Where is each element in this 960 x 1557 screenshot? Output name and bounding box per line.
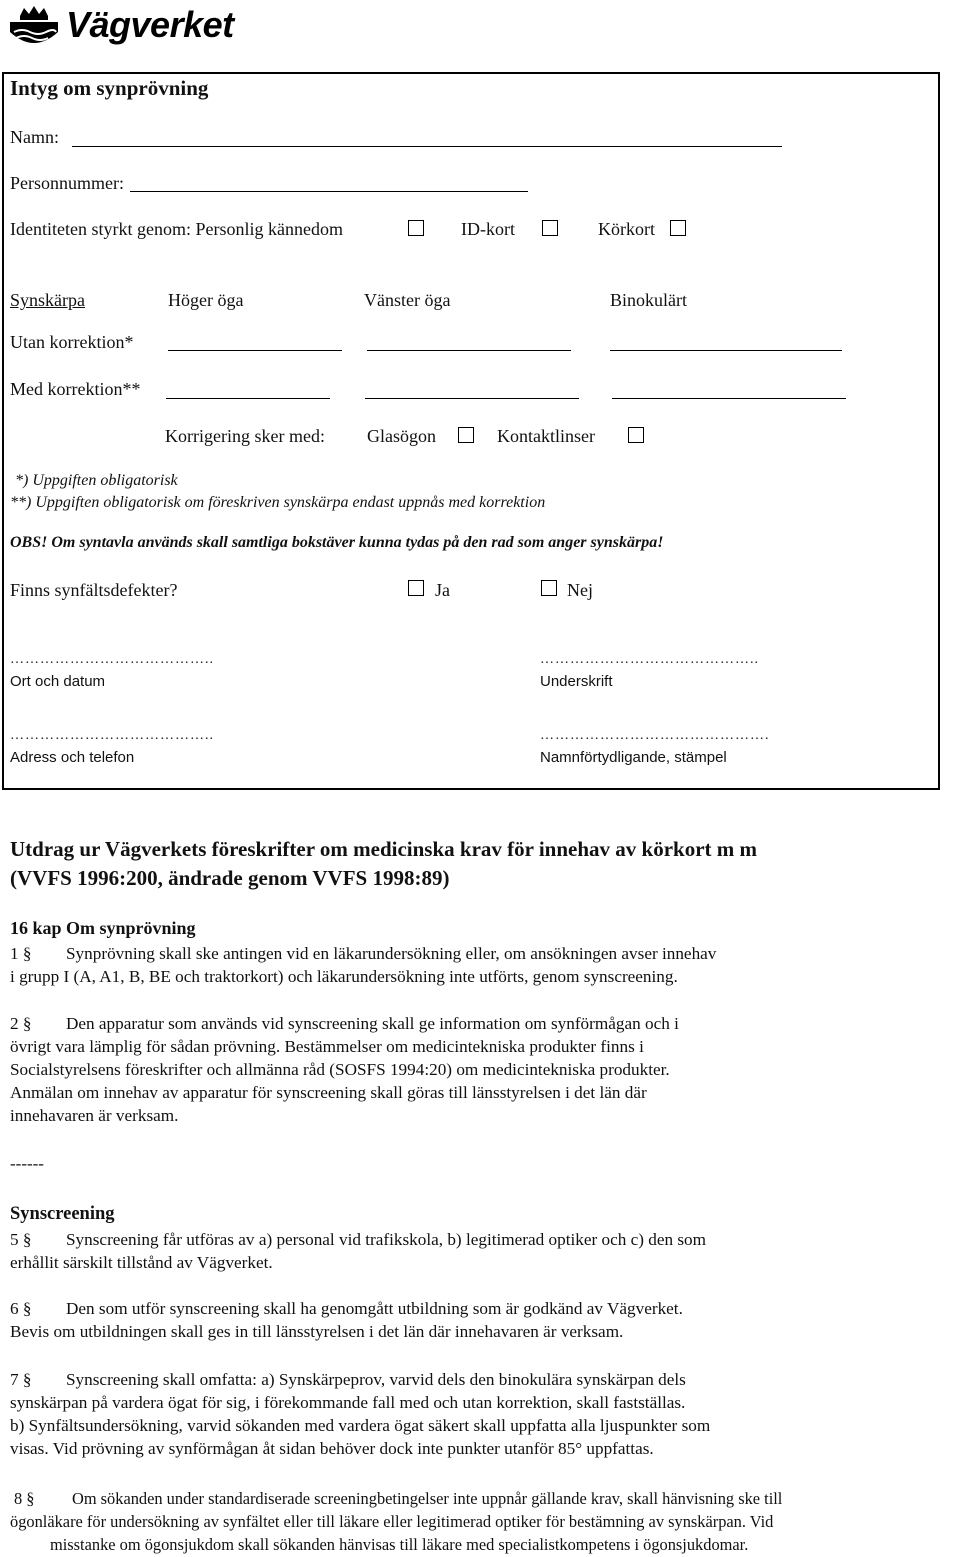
license-checkbox[interactable] bbox=[670, 220, 686, 236]
section-7 bbox=[10, 1368, 710, 1460]
section-text: Synscreening får utföras av a) personal vid trafikskola, b) legitimerad optiker och c) den som bbox=[66, 1230, 707, 1249]
name-field[interactable] bbox=[72, 146, 782, 147]
binocular-header: Binokulärt bbox=[610, 290, 687, 310]
section-text: Den som utför synscreening skall ha genomgått utbildning som är godkänd av Vägverket. bbox=[66, 1299, 683, 1318]
without-correction-label: Utan korrektion* bbox=[10, 332, 134, 352]
right-eye-header: Höger öga bbox=[168, 290, 244, 310]
with-binocular-field[interactable] bbox=[612, 398, 846, 399]
name-stamp-field[interactable]: ………………………………………. bbox=[540, 728, 770, 743]
section-text: b) Synfältsundersökning, varvid sökanden med vardera ögat säkert skall uppfatta alla ljuspunkter som bbox=[10, 1416, 711, 1435]
section-text: Synscreening skall omfatta: a) Synskärpeprov, varvid dels den binokulära synskärpan dels bbox=[66, 1370, 686, 1389]
section-text: Den apparatur som används vid synscreening skall ge information om synförmågan och i bbox=[66, 1014, 679, 1033]
screening-heading: Synscreening bbox=[10, 1204, 115, 1224]
section-8 bbox=[10, 1487, 782, 1556]
section-text: misstanke om ögonsjukdom skall sökanden hänvisas till läkare med specialistkompetens i ögonsjukdomar. bbox=[50, 1535, 749, 1554]
section-text: innehavaren är verksam. bbox=[10, 1106, 179, 1125]
no-checkbox[interactable] bbox=[541, 580, 557, 596]
section-text: erhållit särskilt tillstånd av Vägverket. bbox=[10, 1253, 273, 1272]
obs-note: OBS! Om syntavla används skall samtliga bokstäver kunna tydas på den rad som anger synskärpa! bbox=[10, 534, 664, 551]
name-label: Namn: bbox=[10, 127, 59, 147]
acuity-header: Synskärpa bbox=[10, 290, 85, 310]
with-right-field[interactable] bbox=[166, 398, 330, 399]
extract-heading-ref: (VVFS 1996:200, ändrade genom VVFS 1998:89) bbox=[10, 866, 450, 890]
id-card-checkbox[interactable] bbox=[542, 220, 558, 236]
signature-label: Underskrift bbox=[540, 673, 613, 690]
contacts-label: Kontaktlinser bbox=[497, 426, 595, 446]
id-card-label: ID-kort bbox=[461, 219, 515, 239]
section-text: Bevis om utbildningen skall ges in till länsstyrelsen i det län där innehavaren är verksam. bbox=[10, 1322, 624, 1341]
with-left-field[interactable] bbox=[365, 398, 579, 399]
without-right-field[interactable] bbox=[168, 350, 342, 351]
correction-label: Korrigering sker med: bbox=[165, 426, 325, 446]
without-left-field[interactable] bbox=[367, 350, 571, 351]
note-mandatory-correction: **) Uppgiften obligatorisk om föreskriven synskärpa endast uppnås med korrektion bbox=[10, 494, 546, 511]
separator: ------ bbox=[10, 1154, 44, 1173]
license-label: Körkort bbox=[598, 219, 655, 239]
identity-label: Identiteten styrkt genom: Personlig kännedom bbox=[10, 219, 343, 239]
section-1 bbox=[10, 942, 716, 988]
note-mandatory: *) Uppgiften obligatorisk bbox=[15, 472, 178, 489]
signature-field[interactable]: …………………………………….. bbox=[540, 652, 759, 667]
place-date-field[interactable]: ………………………………….. bbox=[10, 652, 214, 667]
chapter-heading: 16 kap Om synprövning bbox=[10, 918, 196, 938]
section-text: i grupp I (A, A1, B, BE och traktorkort) och läkarundersökning inte utförts, genom synscreening. bbox=[10, 967, 678, 986]
extract-heading: Utdrag ur Vägverkets föreskrifter om medicinska krav för innehav av körkort m m bbox=[10, 837, 757, 861]
section-number: 6 § bbox=[10, 1299, 32, 1318]
address-field[interactable]: ………………………………….. bbox=[10, 728, 214, 743]
section-number: 8 § bbox=[14, 1489, 35, 1508]
address-label: Adress och telefon bbox=[10, 749, 135, 766]
form-title: Intyg om synprövning bbox=[10, 76, 209, 100]
section-text: visas. Vid prövning av synförmågan åt sidan behöver dock inte punkter utanför 85° uppfattas. bbox=[10, 1439, 654, 1458]
yes-checkbox[interactable] bbox=[408, 580, 424, 596]
section-number: 1 § bbox=[10, 944, 32, 963]
section-number: 2 § bbox=[10, 1014, 32, 1033]
section-text: Anmälan om innehav av apparatur för synscreening skall göras till länsstyrelsen i det län där bbox=[10, 1083, 647, 1102]
no-label: Nej bbox=[567, 580, 593, 600]
section-2 bbox=[10, 1012, 679, 1127]
with-correction-label: Med korrektion** bbox=[10, 379, 141, 399]
crown-shield-icon bbox=[6, 2, 62, 54]
glasses-label: Glasögon bbox=[367, 426, 436, 446]
yes-label: Ja bbox=[435, 580, 450, 600]
section-text: Socialstyrelsens föreskrifter och allmänna råd (SOSFS 1994:20) om medicintekniska produkter. bbox=[10, 1060, 670, 1079]
pnr-field[interactable] bbox=[130, 191, 528, 192]
brand-name: Vägverket bbox=[66, 4, 234, 45]
left-eye-header: Vänster öga bbox=[364, 290, 451, 310]
section-5 bbox=[10, 1228, 706, 1274]
section-text: Synprövning skall ske antingen vid en läkarundersökning eller, om ansökningen avser innehav bbox=[66, 944, 717, 963]
section-number: 7 § bbox=[10, 1370, 32, 1389]
section-text: Om sökanden under standardiserade screeningbetingelser inte uppnår gällande krav, skall hänvisning ske till bbox=[72, 1489, 783, 1508]
section-6 bbox=[10, 1297, 683, 1343]
name-stamp-label: Namnförtydligande, stämpel bbox=[540, 749, 727, 766]
contacts-checkbox[interactable] bbox=[628, 427, 644, 443]
section-text: synskärpan på vardera ögat för sig, i förekommande fall med och utan korrektion, skall fastställas. bbox=[10, 1393, 686, 1412]
glasses-checkbox[interactable] bbox=[458, 427, 474, 443]
pnr-label: Personnummer: bbox=[10, 173, 124, 193]
section-text: ögonläkare för undersökning av synfältet eller till läkare eller legitimerad optiker för bestämning av synskärpan. Vid bbox=[10, 1512, 774, 1531]
place-date-label: Ort och datum bbox=[10, 673, 106, 690]
section-number: 5 § bbox=[10, 1230, 32, 1249]
personal-knowledge-checkbox[interactable] bbox=[408, 220, 424, 236]
section-text: övrigt vara lämplig för sådan prövning. Bestämmelser om medicintekniska produkter finns i bbox=[10, 1037, 644, 1056]
field-defects-label: Finns synfältsdefekter? bbox=[10, 580, 178, 600]
without-binocular-field[interactable] bbox=[610, 350, 842, 351]
